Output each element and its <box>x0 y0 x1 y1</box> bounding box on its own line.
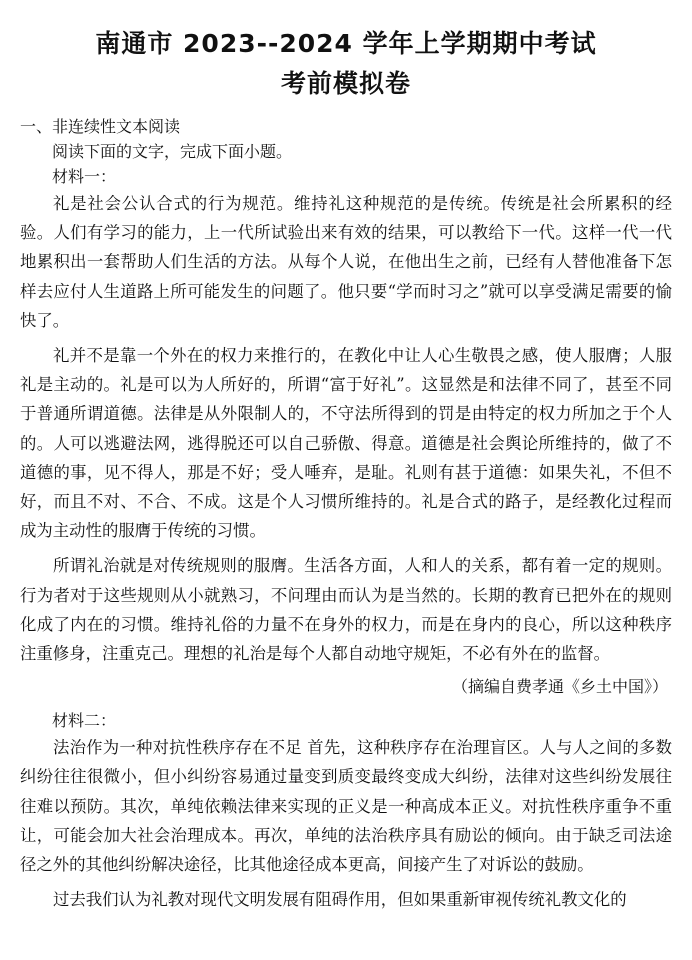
section-heading: 一、非连续性文本阅读 <box>20 117 181 136</box>
section-instruction: 阅读下面的文字，完成下面小题。 <box>52 142 293 161</box>
material-two-paragraph-1: 法治作为一种对抗性秩序存在不足 首先，这种秩序存在治理盲区。人与人之间的多数纠纷往往很微小，但小纠纷容易通过量变到质变最终变成大纠纷，法律对这些纠纷发展往往难以预防。其次，单纯依赖法律来实现的正义是一种高成本正义。对抗性秩序重争不重让，可能会加大社会治理成本。再次，单纯的法治秩序具有励讼的倾向。由于缺乏司法途径之外的其他纠纷解决途径，比其他途径成本更高，间接产生了对诉讼的鼓励。 <box>20 738 672 875</box>
material-two-label: 材料二： <box>52 711 117 731</box>
material-one-label: 材料一： <box>52 167 117 186</box>
material-one-paragraph-2: 礼并不是靠一个外在的权力来推行的，在教化中让人心生敬畏之感，使人服膺；人服礼是主动的。礼是可以为人所好的，所谓“富于好礼”。这显然是和法律不同了，甚至不同于普通所谓道德。法律是从外限制人的，不守法所得到的罚是由特定的权力所加之于个人的。人可以逃避法网，逃得脱还可以自己骄傲、得意。道德是社会舆论所维持的，做了不道德的事，见不得人，那是不好；受人唾弃，是耻。礼则有甚于道德：如果失礼，不但不好，而且不对、不合、不成。这是个人习惯所维持的。礼是合式的路子，是经教化过程而成为主动性的服膺于传统的习惯。 <box>20 346 672 541</box>
exam-subtitle: 考前模拟卷 <box>280 69 411 98</box>
material-one-source: （摘编自费孝通《乡土中国》） <box>451 677 668 697</box>
material-one-paragraph-1: 礼是社会公认合式的行为规范。维持礼这种规范的是传统。传统是社会所累积的经验。人们有学习的能力，上一代所试验出来有效的结果，可以教给下一代。这样一代一代地累积出一套帮助人们生活的方法。从每个人说，在他出生之前，已经有人替他准备下怎样去应付人生道路上所可能发生的问题了。他只要“学而时习之”就可以享受满足需要的愉快了。 <box>20 194 672 330</box>
material-two-paragraph-2: 过去我们认为礼教对现代文明发展有阻碍作用，但如果重新审视传统礼教文化的 <box>53 890 627 910</box>
exam-title: 南通市 2023--2024 学年上学期期中考试 <box>95 29 597 58</box>
material-one-paragraph-3: 所谓礼治就是对传统规则的服膺。生活各方面，人和人的关系，都有着一定的规则。行为者对于这些规则从小就熟习，不问理由而认为是当然的。长期的教育已把外在的规则化成了内在的习惯。维持礼俗的力量不在身外的权力，而是在身内的良心，所以这种秩序注重修身，注重克己。理想的礼治是每个人都自动地守规矩，不必有外在的监督。 <box>20 556 672 664</box>
